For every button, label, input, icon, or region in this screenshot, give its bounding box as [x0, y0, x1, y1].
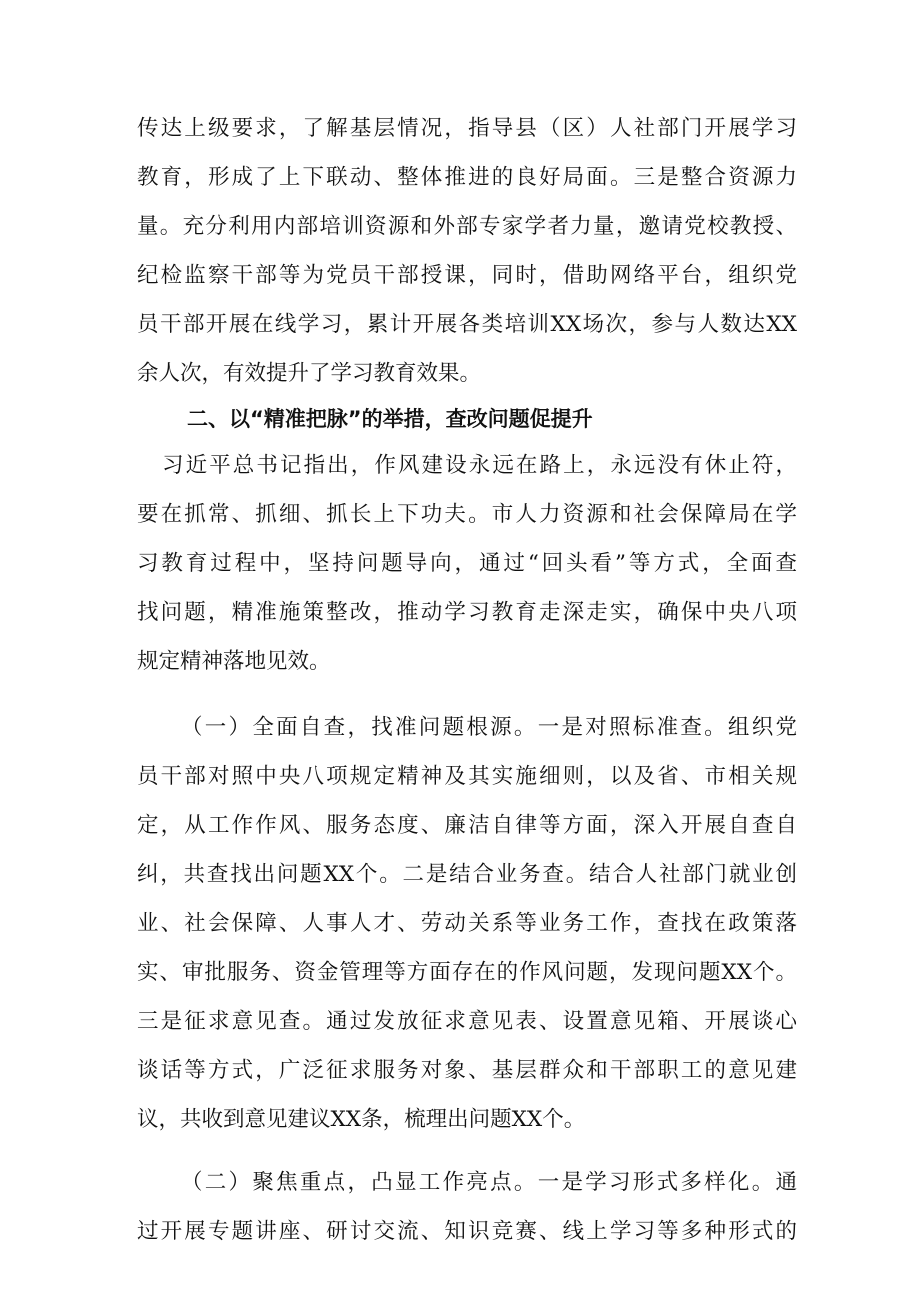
- paragraph-line: 余人次，有效提升了学习教育效果。: [137, 361, 482, 386]
- paragraph-line: 过开展专题讲座、研讨交流、知识竞赛、线上学习等多种形式的: [137, 1219, 797, 1244]
- paragraph-line: 习近平总书记指出，作风建设永远在路上，永远没有休止符，: [162, 453, 797, 478]
- paragraph-line: 量。充分利用内部培训资源和外部专家学者力量，邀请党校教授、: [137, 214, 797, 239]
- paragraph-line: 要在抓常、抓细、抓长上下功夫。市人力资源和社会保障局在学: [137, 502, 797, 527]
- paragraph-line: 习教育过程中，坚持问题导向，通过“回头看”等方式，全面查: [137, 551, 797, 576]
- paragraph-line: （一）全面自查，找准问题根源。一是对照标准查。组织党: [181, 715, 797, 740]
- paragraph-line: 教育，形成了上下联动、整体推进的良好局面。三是整合资源力: [137, 165, 797, 190]
- paragraph-line: 三是征求意见查。通过发放征求意见表、设置意见箱、开展谈心: [137, 1009, 797, 1034]
- paragraph-line: 议，共收到意见建议XX条，梳理出问题XX个。: [137, 1107, 586, 1132]
- paragraph-line: 谈话等方式，广泛征求服务对象、基层群众和干部职工的意见建: [137, 1058, 797, 1083]
- paragraph-line: 纪检监察干部等为党员干部授课，同时，借助网络平台，组织党: [137, 263, 797, 288]
- paragraph-line: 业、社会保障、人事人才、劳动关系等业务工作，查找在政策落: [137, 911, 797, 936]
- paragraph-line: 实、审批服务、资金管理等方面存在的作风问题，发现问题XX个。: [137, 960, 797, 985]
- paragraph-line: 员干部开展在线学习，累计开展各类培训XX场次，参与人数达XX: [137, 312, 797, 337]
- paragraph-line: 定，从工作作风、服务态度、廉洁自律等方面，深入开展自查自: [137, 813, 797, 838]
- section-heading: 二、以“精准把脉”的举措，查改问题促提升: [187, 407, 593, 431]
- paragraph-line: 纠，共查找出问题XX个。二是结合业务查。结合人社部门就业创: [137, 862, 797, 887]
- paragraph-line: 找问题，精准施策整改，推动学习教育走深走实，确保中央八项: [137, 600, 797, 625]
- paragraph-line: 员干部对照中央八项规定精神及其实施细则，以及省、市相关规: [137, 764, 797, 789]
- paragraph-line: （二）聚焦重点，凸显工作亮点。一是学习形式多样化。通: [181, 1170, 797, 1195]
- paragraph-line: 规定精神落地见效。: [137, 649, 331, 674]
- paragraph-line: 传达上级要求，了解基层情况，指导县（区）人社部门开展学习: [137, 116, 797, 141]
